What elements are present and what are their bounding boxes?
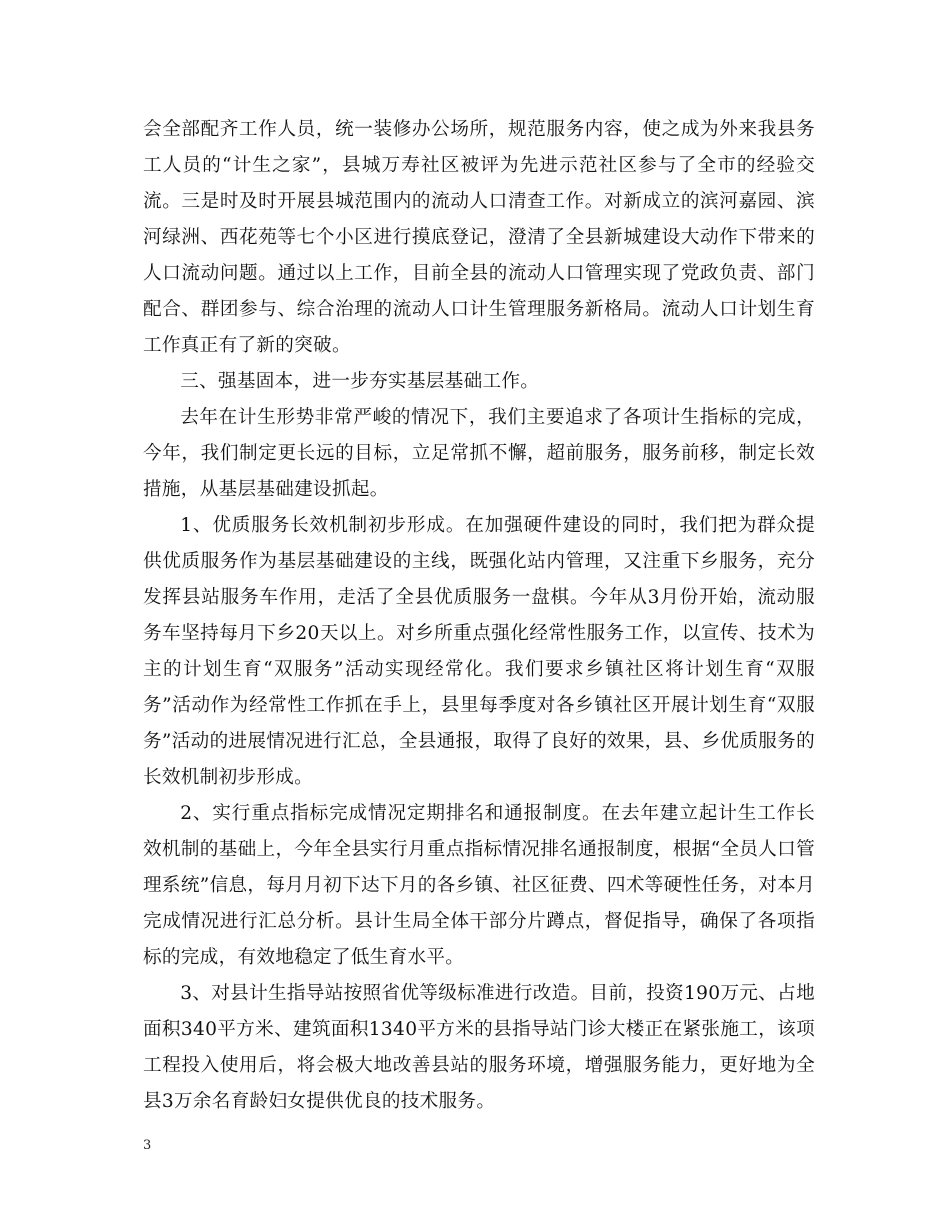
section-heading: 三、强基固本，进一步夯实基层基础工作。 [180, 371, 540, 392]
document-body [143, 112, 815, 1120]
paragraph-continued: 会全部配齐工作人员，统一装修办公场所，规范服务内容，使之成为外来我县务工人员的“计生之家”，县城万寿社区被评为先进示范社区参与了全市的经验交流。三是时及时开展县城范围内的流动人口清查工作。对新成立的滨河嘉园、滨河绿洲、西花苑等七个小区进行摸底登记，澄清了全县新城建设大动作下带来的人口流动问题。通过以上工作，目前全县的流动人口管理实现了党政负责、部门配合、群团参与、综合治理的流动人口计生管理服务新格局。流动人口计划生育工作真正有了新的突破。 [143, 119, 815, 356]
paragraph: 2、实行重点指标完成情况定期排名和通报制度。在去年建立起计生工作长效机制的基础上，今年全县实行月重点指标情况排名通报制度，根据“全员人口管理系统”信息，每月月初下达下月的各乡镇、社区征费、四术等硬性任务，对本月完成情况进行汇总分析。县计生局全体干部分片蹲点，督促指导，确保了各项指标的完成，有效地稳定了低生育水平。 [143, 803, 815, 968]
paragraph: 3、对县计生指导站按照省优等级标准进行改造。目前，投资190万元、占地面积340平方米、建筑面积1340平方米的县指导站门诊大楼正在紧张施工，该项工程投入使用后，将会极大地改善县站的服务环境，增强服务能力，更好地为全县3万余名育龄妇女提供优良的技术服务。 [143, 983, 815, 1112]
page-number: 3 [143, 1138, 152, 1153]
paragraph: 去年在计生形势非常严峻的情况下，我们主要追求了各项计生指标的完成，今年，我们制定更长远的目标，立足常抓不懈，超前服务，服务前移，制定长效措施，从基层基础建设抓起。 [143, 407, 815, 500]
paragraph: 1、优质服务长效机制初步形成。在加强硬件建设的同时，我们把为群众提供优质服务作为基层基础建设的主线，既强化站内管理，又注重下乡服务，充分发挥县站服务车作用，走活了全县优质服务一盘棋。今年从3月份开始，流动服务车坚持每月下乡20天以上。对乡所重点强化经常性服务工作，以宣传、技术为主的计划生育“双服务”活动实现经常化。我们要求乡镇社区将计划生育“双服务”活动作为经常性工作抓在手上，县里每季度对各乡镇社区开展计划生育“双服务”活动的进展情况进行汇总，全县通报，取得了良好的效果，县、乡优质服务的长效机制初步形成。 [143, 515, 815, 788]
